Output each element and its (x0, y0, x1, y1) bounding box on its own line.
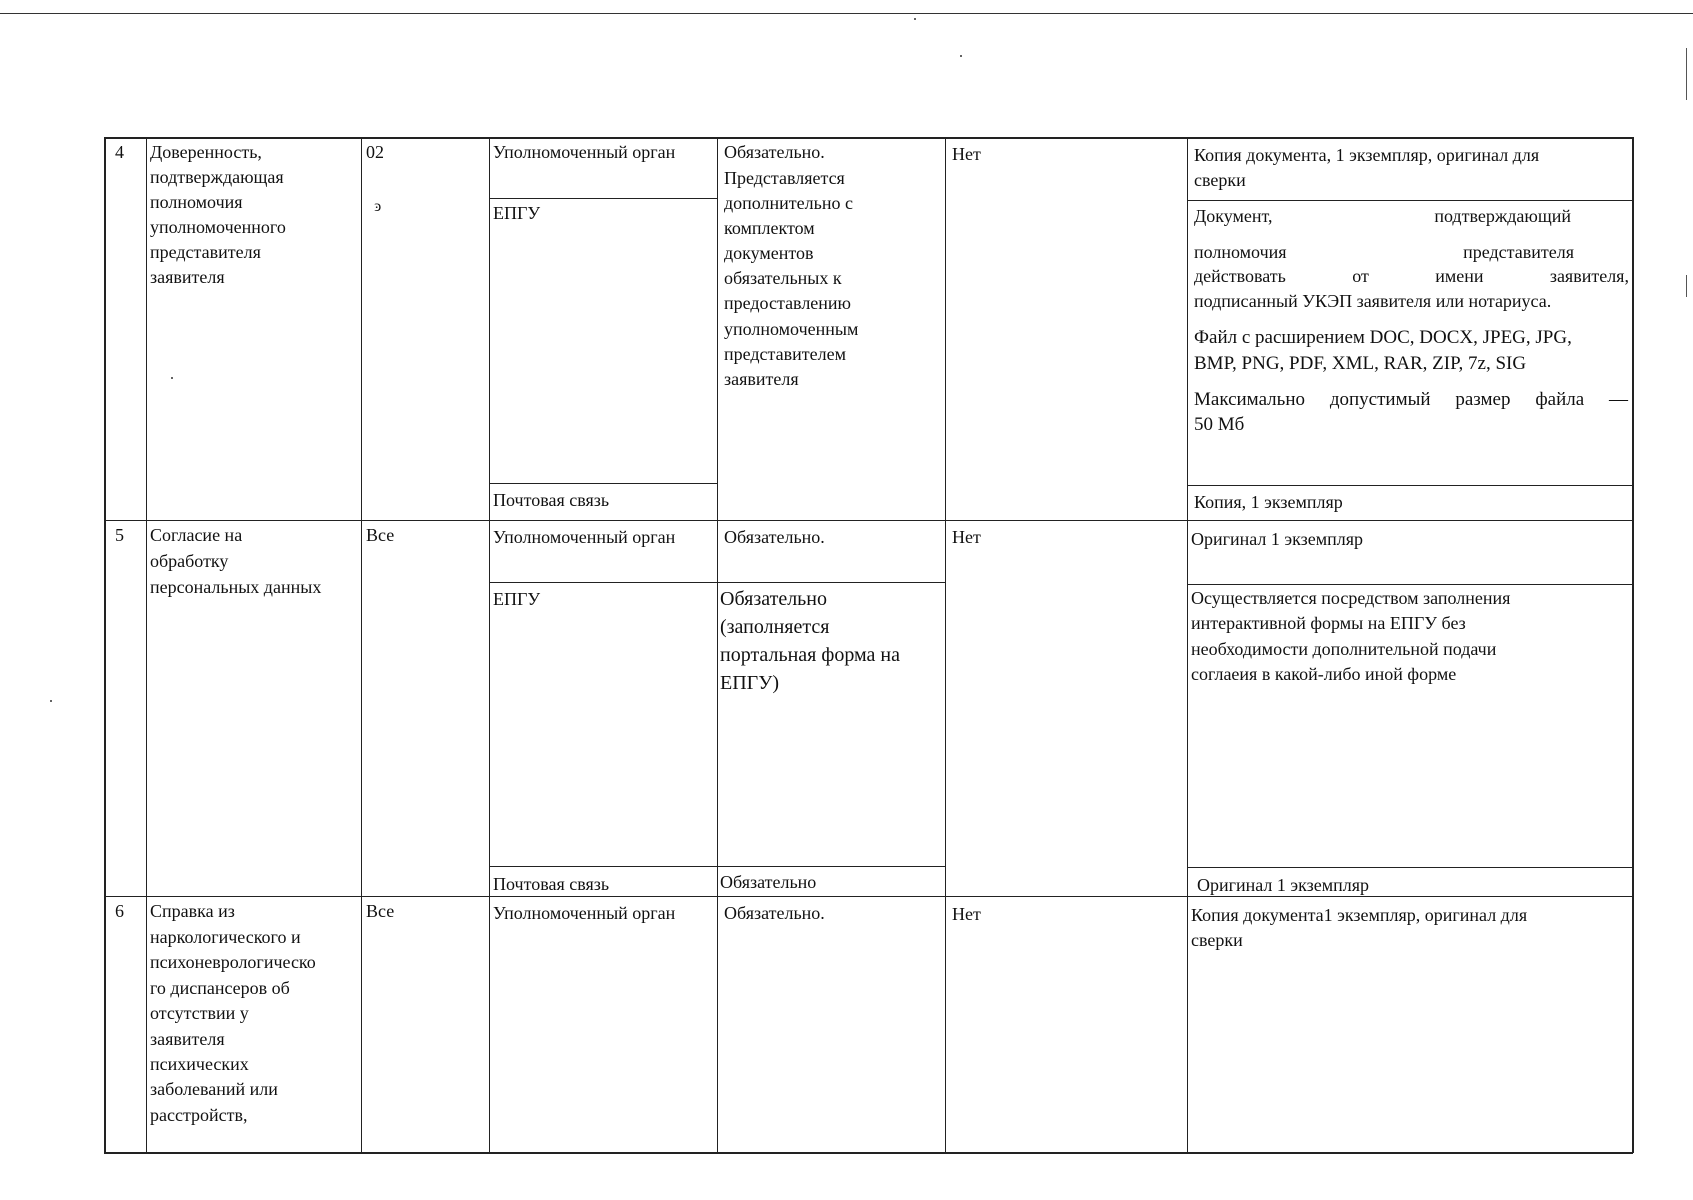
row-number: 4 (115, 142, 124, 162)
dependency-value: Нет (952, 904, 981, 924)
channel-authority: Уполномоченный орган (493, 903, 676, 923)
scan-speck (171, 377, 173, 379)
handwritten-mark: ͽ (374, 198, 382, 215)
dependency-value: Нет (952, 144, 981, 164)
channel-post: Почтовая связь (493, 874, 610, 894)
dependency-value: Нет (952, 527, 981, 547)
scan-speck (50, 700, 52, 702)
scan-speck (914, 18, 916, 20)
applicant-category: Все (366, 901, 395, 921)
format-authority: Копия документа1 экземпляр, оригинал для (1191, 905, 1528, 925)
channel-authority: Уполномоченный орган (493, 527, 676, 547)
format-authority: Оригинал 1 экземпляр (1191, 529, 1364, 549)
requirement-authority: Обязательно. (724, 527, 825, 547)
top-rule (0, 13, 1693, 14)
requirement-post: Обязательно (720, 872, 817, 892)
format-post: Копия, 1 экземпляр (1194, 492, 1343, 512)
channel-epgu: ЕПГУ (493, 589, 541, 609)
channel-epgu: ЕПГУ (493, 203, 541, 223)
scan-edge-mark (1686, 48, 1687, 100)
row-number: 5 (115, 525, 124, 545)
channel-authority: Уполномоченный орган (493, 142, 676, 162)
format-authority-cont: сверки (1194, 170, 1246, 190)
row-number: 6 (115, 901, 124, 921)
format-authority-cont: сверки (1191, 930, 1243, 950)
format-authority: Копия документа, 1 экземпляр, оригинал для (1194, 145, 1540, 165)
requirement-authority: Обязательно. (724, 903, 825, 923)
scan-edge-mark (1686, 275, 1687, 297)
format-post: Оригинал 1 экземпляр (1197, 875, 1370, 895)
channel-post: Почтовая связь (493, 490, 610, 510)
applicant-category: 02 (366, 142, 384, 162)
applicant-category: Все (366, 525, 395, 545)
scan-speck (960, 55, 962, 57)
